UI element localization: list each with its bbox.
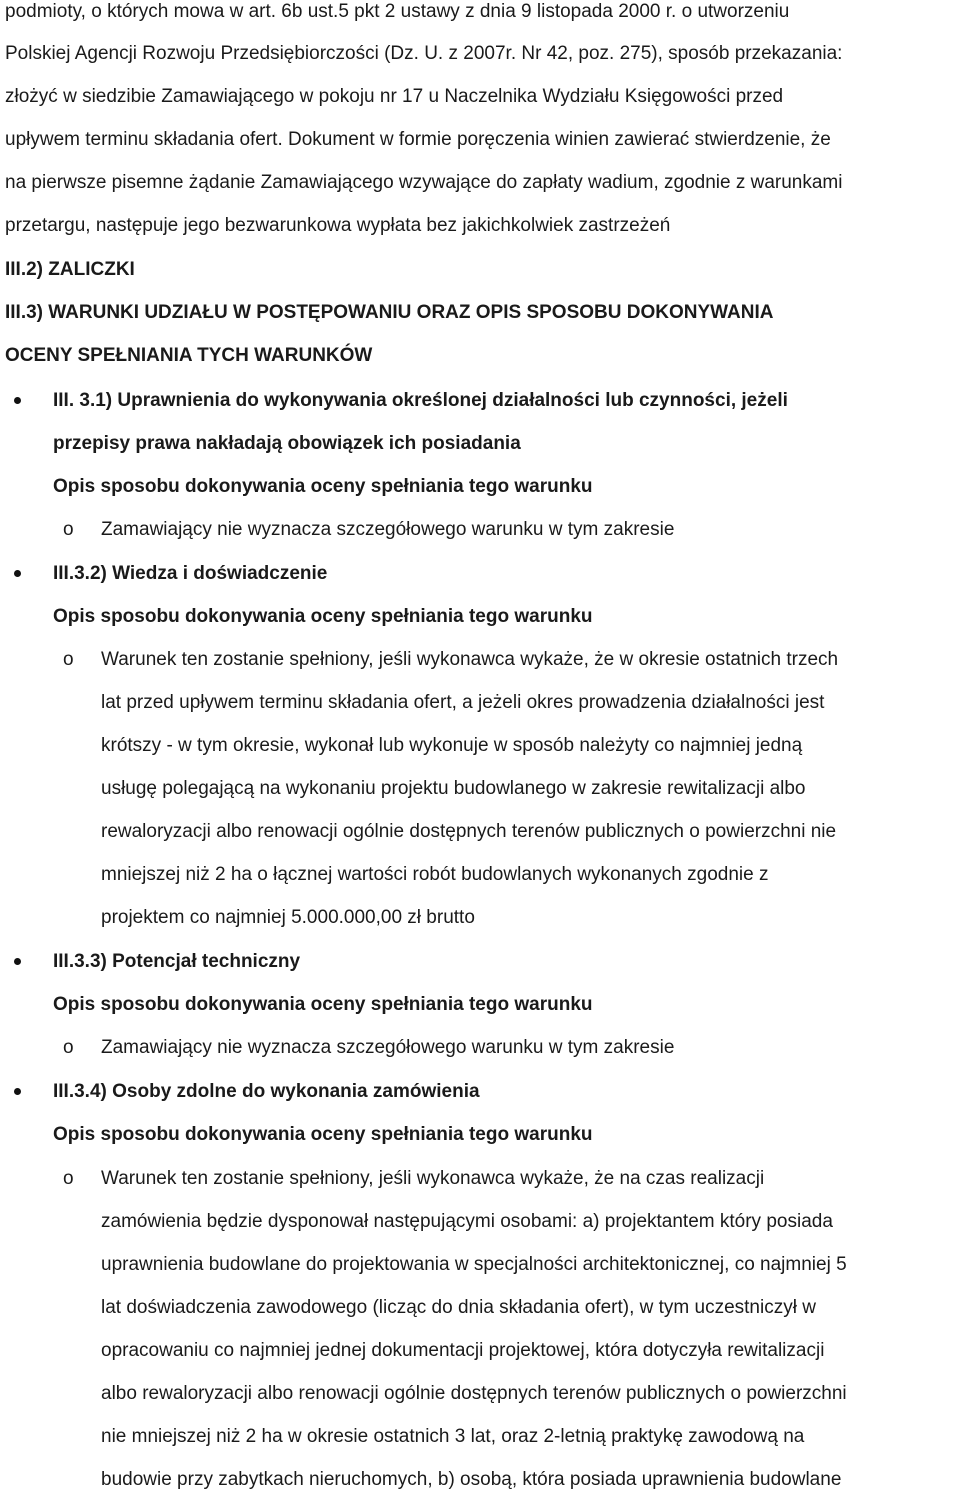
section-text-line: Warunek ten zostanie spełniony, jeśli wykonawca wykaże, że w okresie ostatnich trzech — [101, 649, 839, 670]
intro-line: upływem terminu składania ofert. Dokument w formie poręczenia winien zawierać stwierdzenie, że — [5, 129, 831, 150]
section-text-line: krótszy - w tym okresie, wykonał lub wykonuje w sposób należyty co najmniej jedną — [101, 735, 803, 756]
intro-line: przetargu, następuje jego bezwarunkowa wypłata bez jakichkolwiek zastrzeżeń — [5, 215, 671, 236]
section-text-line: zamówienia będzie dysponował następującymi osobami: a) projektantem który posiada — [101, 1211, 833, 1232]
section-text-line: projektem co najmniej 5.000.000,00 zł brutto — [101, 907, 475, 928]
section-text-line: rewaloryzacji albo renowacji ogólnie dostępnych terenów publicznych o powierzchni nie — [101, 821, 837, 842]
section-text-line: budowie przy zabytkach nieruchomych, b) osobą, która posiada uprawnienia budowlane — [101, 1469, 842, 1490]
section-text-line: albo rewaloryzacji albo renowacji ogólnie dostępnych terenów publicznych o powierzchni — [101, 1383, 847, 1404]
section-text-line: Warunek ten zostanie spełniony, jeśli wykonawca wykaże, że na czas realizacji — [101, 1168, 765, 1189]
opis-label: Opis sposobu dokonywania oceny spełniania tego warunku — [53, 1124, 593, 1145]
circle-bullet-icon: o — [63, 1168, 74, 1189]
opis-label: Opis sposobu dokonywania oceny spełniania tego warunku — [53, 606, 593, 627]
heading-line: III.3) WARUNKI UDZIAŁU W POSTĘPOWANIU ORAZ OPIS SPOSOBU DOKONYWANIA — [5, 302, 774, 323]
intro-line: na pierwsze pisemne żądanie Zamawiającego wzywające do zapłaty wadium, zgodnie z warunkami — [5, 172, 843, 193]
section-text-line: lat przed upływem terminu składania ofert, a jeżeli okres prowadzenia działalności jest — [101, 692, 825, 713]
section-text-line: Zamawiający nie wyznacza szczegółowego warunku w tym zakresie — [101, 1037, 675, 1058]
section-text-line: nie mniejszej niż 2 ha w okresie ostatnich 3 lat, oraz 2-letnią praktykę zawodową na — [101, 1426, 805, 1447]
section-text-line: lat doświadczenia zawodowego (licząc do dnia składania ofert), w tym uczestniczył w — [101, 1297, 816, 1318]
heading-line: OCENY SPEŁNIANIA TYCH WARUNKÓW — [5, 345, 373, 366]
bullet-icon — [14, 570, 21, 577]
intro-line: Polskiej Agencji Rozwoju Przedsiębiorczości (Dz. U. z 2007r. Nr 42, poz. 275), sposób przekazania: — [5, 43, 843, 64]
opis-label: Opis sposobu dokonywania oceny spełniania tego warunku — [53, 994, 593, 1015]
bullet-icon — [14, 397, 21, 404]
circle-bullet-icon: o — [63, 649, 74, 670]
section-text-line: usługę polegającą na wykonaniu projektu budowlanego w zakresie rewitalizacji albo — [101, 778, 806, 799]
section-title: III.3.2) Wiedza i doświadczenie — [53, 563, 328, 584]
circle-bullet-icon: o — [63, 1037, 74, 1058]
section-text-line: Zamawiający nie wyznacza szczegółowego warunku w tym zakresie — [101, 519, 675, 540]
section-text-line: mniejszej niż 2 ha o łącznej wartości robót budowlanych wykonanych zgodnie z — [101, 864, 769, 885]
section-text-line: uprawnienia budowlane do projektowania w specjalności architektonicznej, co najmniej 5 — [101, 1254, 847, 1275]
section-title: III. 3.1) Uprawnienia do wykonywania określonej działalności lub czynności, jeżeli — [53, 390, 788, 411]
circle-bullet-icon: o — [63, 519, 74, 540]
section-title: III.3.3) Potencjał techniczny — [53, 951, 301, 972]
opis-label: Opis sposobu dokonywania oceny spełniania tego warunku — [53, 476, 593, 497]
section-title: III.3.4) Osoby zdolne do wykonania zamówienia — [53, 1081, 480, 1102]
section-title: przepisy prawa nakładają obowiązek ich posiadania — [53, 433, 521, 454]
intro-line: złożyć w siedzibie Zamawiającego w pokoju nr 17 u Naczelnika Wydziału Księgowości przed — [5, 86, 784, 107]
bullet-icon — [14, 958, 21, 965]
intro-line: podmioty, o których mowa w art. 6b ust.5 pkt 2 ustawy z dnia 9 listopada 2000 r. o utworzeniu — [5, 1, 790, 22]
bullet-icon — [14, 1088, 21, 1095]
section-text-line: opracowaniu co najmniej jednej dokumentacji projektowej, która dotyczyła rewitalizacji — [101, 1340, 825, 1361]
heading-zaliczki: III.2) ZALICZKI — [5, 259, 135, 280]
